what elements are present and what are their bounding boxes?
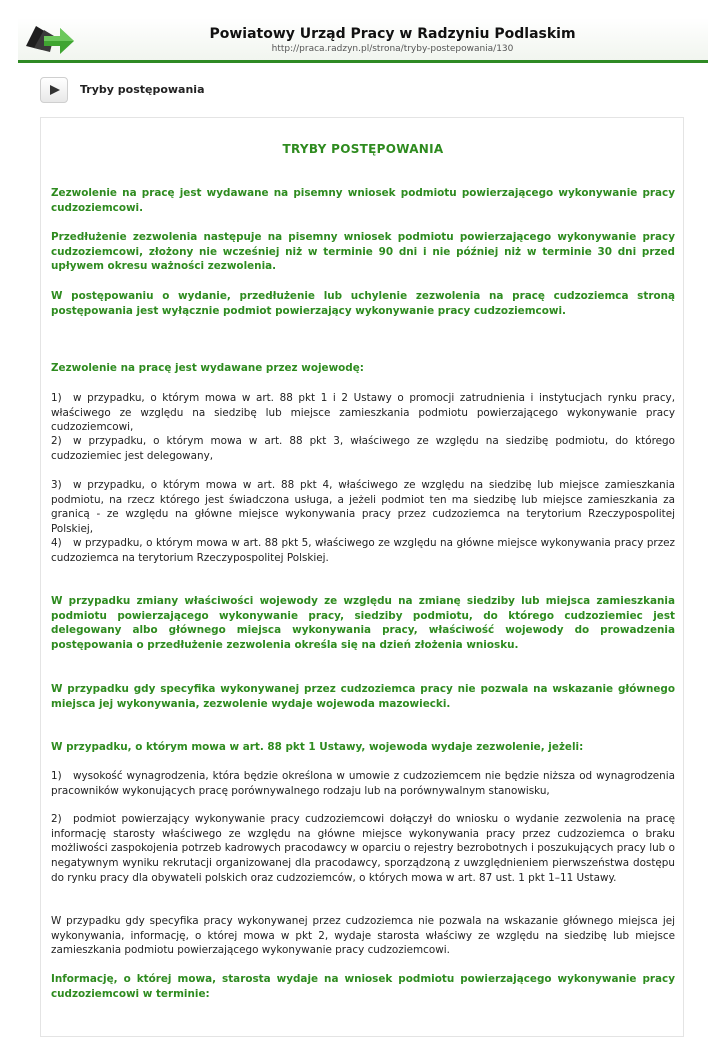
site-title: Powiatowy Urząd Pracy w Radzyniu Podlaskim xyxy=(209,26,576,42)
paragraph-starosta: W przypadku gdy specyfika pracy wykonywanej przez cudzoziemca nie pozwala na wskazanie głównego miejsca jej wykonywania, informację, o której mowa w pkt 2, wydaje starosta właściwy ze względu na siedzibę lub miejsce zamieszkania podmiotu powierzającego wykonywanie pracy cudzoziemcowi. xyxy=(51,915,675,957)
list-item: 3) w przypadku, o którym mowa w art. 88 pkt 4, właściwego ze względu na siedzibę lub miejsce zamieszkania podmiotu, na rzecz którego jest świadczona usługa, a jeżeli podmiot ten ma siedzibę lub miejsce zamieszkania za granicą - ze względu na główne miejsce wykonywania pracy przez cudzoziemca na terytorium Rzeczypospolitej Polskiej, xyxy=(51,479,675,536)
site-url[interactable]: http://praca.radzyn.pl/strona/tryby-postepowania/130 xyxy=(271,44,514,54)
list-item: 2) w przypadku, o którym mowa w art. 88 pkt 3, właściwego ze względu na siedzibę podmiotu, do którego cudzoziemiec jest delegowany, xyxy=(51,435,675,462)
list-item: 4) w przypadku, o którym mowa w art. 88 pkt 5, właściwego ze względu na główne miejsce wykonywania pracy przez cudzoziemca na terytorium Rzeczypospolitej Polskiej. xyxy=(51,537,675,564)
article-heading: TRYBY POSTĘPOWANIA xyxy=(282,142,444,156)
subheading-conditions: W przypadku, o którym mowa w art. 88 pkt 1 Ustawy, wojewoda wydaje zezwolenie, jeżeli: xyxy=(51,741,584,753)
breadcrumb-title: Tryby postępowania xyxy=(80,83,205,96)
site-header xyxy=(0,0,725,64)
subheading-voivode: Zezwolenie na pracę jest wydawane przez wojewodę: xyxy=(51,362,364,374)
play-arrow-icon xyxy=(49,84,61,96)
header-rule xyxy=(18,60,708,63)
list-item: 2) podmiot powierzający wykonywanie pracy cudzoziemcowi dołączył do wniosku o wydanie zezwolenia na pracę informację starosty właściwego ze względu na główne miejsce wykonywania pracy przez cudzoziemca o braku możliwości zaspokojenia potrzeb kadrowych pracodawcy w oparciu o rejestry bezrobotnych i poszukujących pracy lub o negatywnym wyniku rekrutacji organizowanej dla pracodawcy, sporządzoną z uwzględnieniem pierwszeństwa dostępu do rynku pracy dla obywateli polskich oraz cudzoziemców, o których mowa w art. 87 ust. 1 pkt 1–11 Ustawy. xyxy=(51,813,675,884)
list-item: 1) w przypadku, o którym mowa w art. 88 pkt 1 i 2 Ustawy o promocji zatrudnienia i instytucjach rynku pracy, właściwego ze względu na siedzibę lub miejsce zamieszkania podmiotu powierzającego wykonywanie pracy cudzoziemcowi, xyxy=(51,392,675,434)
breadcrumb-button[interactable] xyxy=(40,77,68,103)
paragraph-party: W postępowaniu o wydanie, przedłużenie lub uchylenie zezwolenia na pracę cudzoziemca stroną postępowania jest wyłącznie podmiot powierzający wykonywanie pracy cudzoziemcowi. xyxy=(51,290,675,317)
paragraph-information-term: Informację, o której mowa, starosta wydaje na wniosek podmiotu powierzającego wykonywanie pracy cudzoziemcowi w terminie: xyxy=(51,973,675,1000)
paragraph-jurisdiction-change: W przypadku zmiany właściwości wojewody ze względu na zmianę siedziby lub miejsca zamieszkania podmiotu powierzającego wykonywanie pracy, siedziby podmiotu, do którego cudzoziemiec jest delegowany albo głównego miejsca wykonywania pracy, właściwość wojewody do prowadzenia postępowania o przedłużenie zezwolenia określa się na dzień złożenia wniosku. xyxy=(51,595,675,652)
article-panel xyxy=(40,117,684,1037)
paragraph-mazowiecki: W przypadku gdy specyfika wykonywanej przez cudzoziemca pracy nie pozwala na wskazanie głównego miejsca jej wykonywania, zezwolenie wydaje wojewoda mazowiecki. xyxy=(51,683,675,710)
paragraph-application: Zezwolenie na pracę jest wydawane na pisemny wniosek podmiotu powierzającego wykonywanie pracy cudzoziemcowi. xyxy=(51,187,675,214)
list-item: 1) wysokość wynagrodzenia, która będzie określona w umowie z cudzoziemcem nie będzie niższa od wynagrodzenia pracowników wykonujących pracę porównywalnego rodzaju lub na porównywalnym stanowisku, xyxy=(51,770,675,797)
paragraph-extension: Przedłużenie zezwolenia następuje na pisemny wniosek podmiotu powierzającego wykonywanie pracy cudzoziemcowi, złożony nie wcześniej niż w terminie 90 dni i nie później niż w terminie 30 dni przed upływem okresu ważności zezwolenia. xyxy=(51,231,675,273)
